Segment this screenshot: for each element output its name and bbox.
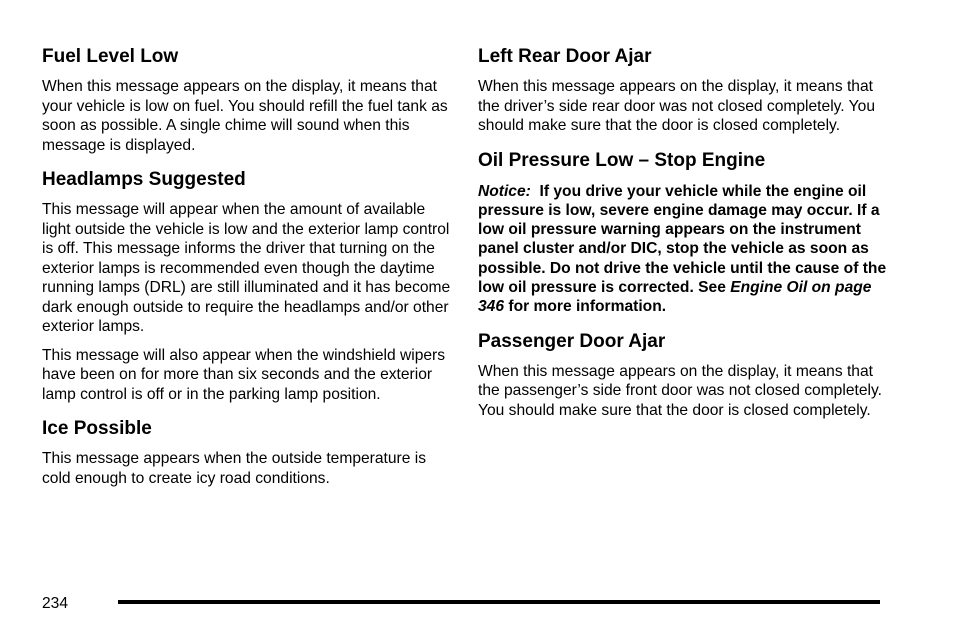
section-heading: Passenger Door Ajar xyxy=(478,330,666,352)
section-paragraph: This message appears when the outside temperature is cold enough to create icy road conditions. xyxy=(42,450,426,487)
page-reference: Engine Oil on page 346 xyxy=(478,278,872,316)
section-paragraph: When this message appears on the display, it means that the passenger’s side front door was not closed completely. You should make sure that the door is closed completely. xyxy=(478,362,882,419)
section-left-rear-door-ajar xyxy=(478,44,888,136)
section-oil-pressure-low xyxy=(478,148,888,317)
section-passenger-door-ajar xyxy=(478,329,888,421)
section-paragraph: When this message appears on the display, it means that the driver’s side rear door was not closed completely. You should make sure that the door is closed completely. xyxy=(478,78,875,134)
section-headlamps-suggested xyxy=(42,167,452,404)
section-heading: Headlamps Suggested xyxy=(42,169,246,190)
page-number: 234 xyxy=(42,595,69,612)
section-fuel-level-low xyxy=(42,44,452,155)
section-heading: Left Rear Door Ajar xyxy=(478,46,652,67)
section-paragraph: This message will also appear when the windshield wipers have been on for more than six seconds and the exterior lamp control is off or in the parking lamp position. xyxy=(42,346,446,403)
section-paragraph: This message will appear when the amount of available light outside the vehicle is low and the exterior lamp control is off. This message informs the driver that turning on the exterior lamps is recommended even though the daytime running lamps (DRL) are still illuminated and it has become dark enough outside to require the headlamps and/or other exterior lamps. xyxy=(42,201,451,335)
left-column xyxy=(42,44,452,488)
notice-tail: for more information. xyxy=(508,298,667,316)
footer-rule xyxy=(118,600,880,604)
section-heading: Fuel Level Low xyxy=(42,46,179,67)
section-heading: Ice Possible xyxy=(42,418,152,439)
section-ice-possible xyxy=(42,416,452,488)
notice-label: Notice: xyxy=(478,182,531,200)
section-heading: Oil Pressure Low – Stop Engine xyxy=(478,149,766,171)
notice-text: If you drive your vehicle while the engine oil pressure is low, severe engine damage may occur. If a low oil pressure warning appears on the instrument panel cluster and/or DIC, stop the vehicle as soon as possible. Do not drive the vehicle until the cause of the low oil pressure is corrected. See xyxy=(478,182,887,296)
right-column xyxy=(478,44,888,420)
section-paragraph: When this message appears on the display, it means that your vehicle is low on fuel. You should refill the fuel tank as soon as possible. A single chime will sound when this message is displayed. xyxy=(42,78,448,154)
notice-block xyxy=(478,182,888,317)
